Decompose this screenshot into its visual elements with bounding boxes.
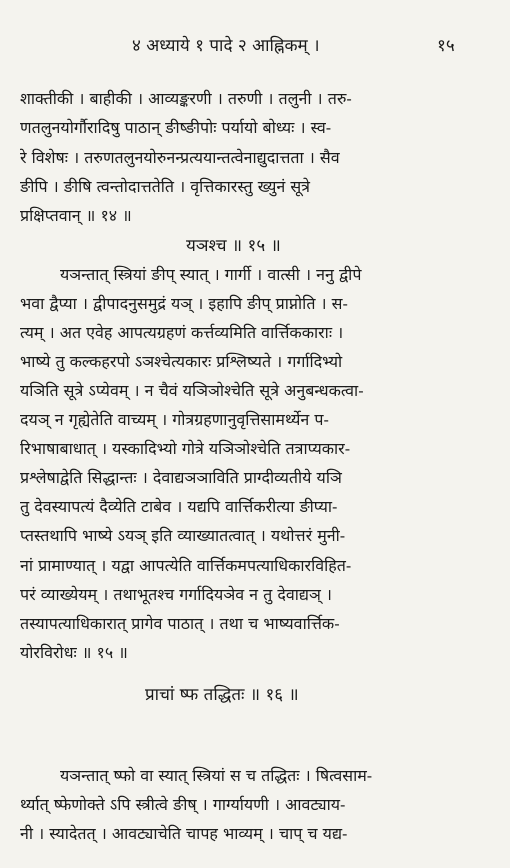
text-line: भाष्ये तु कल्कहरपो ऽञश्चेत्यकारः प्रश्लिष्यते । गर्गादिभ्यो: [20, 352, 343, 371]
text-line: तस्यापत्याधिकारात् प्रागेव पाठात् । तथा च भाष्यवार्त्तिक-: [20, 614, 340, 633]
text-line: नां प्रामाण्यात् । यद्वा आपत्येति वार्त्तिकमपत्याधिकारविहित-: [20, 556, 352, 575]
text-line: यञन्तात् स्त्रियां ङीप् स्यात् । गार्गी । वात्सी । ननु द्वीपे: [60, 265, 362, 284]
text-line: तु देवस्यापत्यं दैव्येति टाबेव । यद्यपि वार्त्तिकरीत्या ङीप्या-: [20, 497, 338, 516]
running-header: [0, 33, 510, 57]
text-line: ङीपि । ङीषि त्वन्तोदात्ततेति । वृत्तिकारस्तु ख्युनं सूत्रे: [20, 177, 311, 196]
text-line: प्तस्तथापि भाष्ये ऽयञ् इति व्याख्यातत्वात् । यथोत्तरं मुनी-: [20, 526, 346, 545]
text-line: त्यम् । अत एवेह आपत्यग्रहणं कर्त्तव्यमिति वार्त्तिककाराः ।: [20, 323, 344, 342]
text-line: यञन्तात् ष्फो वा स्यात् स्त्रियां स च तद्धितः । षित्वसाम-: [60, 766, 373, 785]
text-line: यञिति सूत्रे ऽप्येवम् । न चैवं यञिञोश्चेति सूत्रे अनुबन्धकत्वा-: [20, 381, 364, 400]
sutra-heading-15: यञश्च ॥ १५ ॥: [186, 236, 281, 256]
page-number: १५: [437, 36, 455, 56]
header-title: ४ अध्याये १ पादे २ आह्निकम् ।: [132, 36, 320, 56]
text-line: परं व्याख्येयम् । तथाभूतश्च गर्गादियञेव न तु देवाद्यञ् ।: [20, 585, 332, 604]
text-line: नी । स्यादेतत् । आवट्याचेति चापह भाव्यम् । चाप् च यद्य-: [20, 824, 348, 843]
text-line: योरविरोधः ॥ १५ ॥: [20, 643, 128, 662]
text-line: शाक्तीकी । बाहीकी । आव्यङ्करणी । तरुणी । तलुनी । तरु-: [20, 89, 352, 108]
text-line: प्रक्षिप्तवान् ॥ १४ ॥: [20, 206, 132, 225]
text-line: प्रश्लेषाद्वेति सिद्धान्तः । देवाद्यञञाविति प्राग्दीव्यतीये यञि: [20, 468, 342, 487]
text-line: रिभाषाबाधात् । यस्कादिभ्यो गोत्रे यञिञोश्चेति तत्राप्यकार-: [20, 439, 351, 458]
text-line: रे विशेषः । तरुणतलुनयोरुनन्प्रत्ययान्तत्वेनाद्युदात्तता । सैव: [20, 148, 340, 167]
text-line: भवा द्वैप्या । द्वीपादनुसमुद्रं यञ् । इहापि ङीप् प्राप्नोति । स-: [20, 294, 348, 313]
text-line: दयञ् न गृह्येतेति वाच्यम् । गोत्रग्रहणानुवृत्तिसामर्थ्येन प-: [20, 410, 329, 429]
sutra-heading-16: प्राचां ष्फ तद्धितः ॥ १६ ॥: [145, 685, 299, 705]
text-line: णतलुनयोर्गौरादिषु पाठान् ङीष्ङीपोः पर्यायो बोध्यः । स्व-: [20, 118, 332, 137]
text-line: र्थ्यात् ष्फेणोक्ते ऽपि स्त्रीत्वे ङीष् । गार्ग्यायणी । आवट्याय-: [20, 795, 346, 814]
